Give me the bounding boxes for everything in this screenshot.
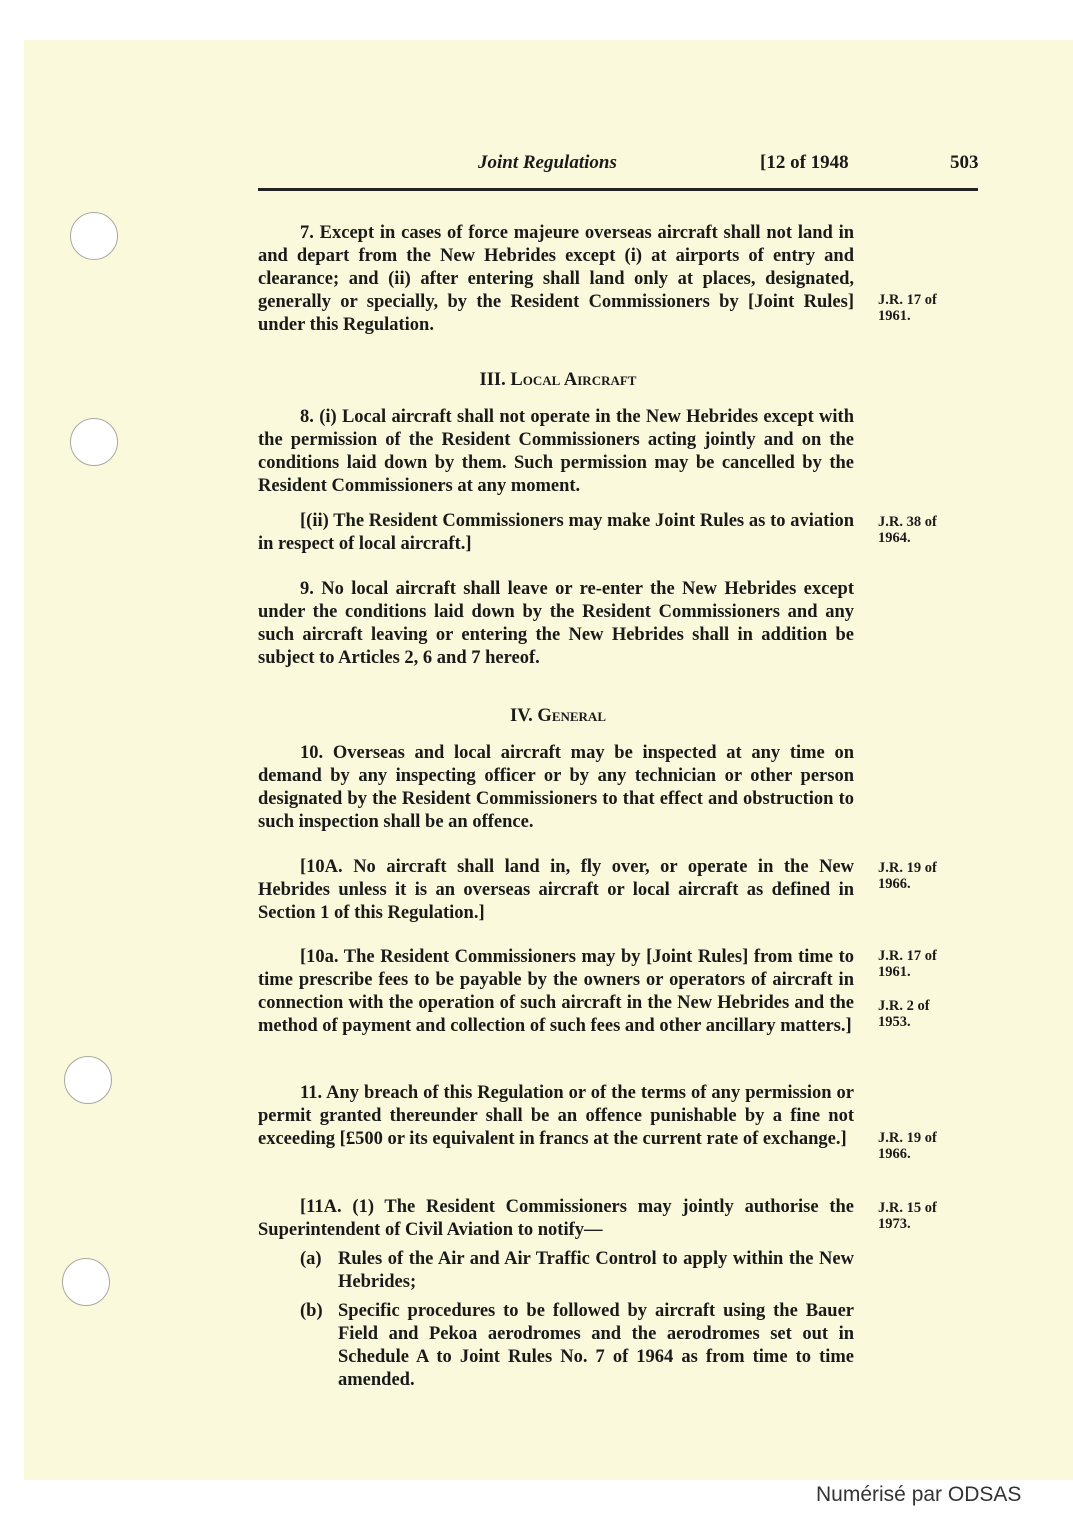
marginal-note: J.R. 15 of 1973. <box>878 1200 937 1232</box>
sub-item-label: (b) <box>300 1301 323 1321</box>
article-number: 9. <box>300 579 314 599</box>
marginal-note: J.R. 2 of 1953. <box>878 998 930 1030</box>
article-text: Any breach of this Regulation or of the terms of any permission or permit granted thereunder shall be an offence punishable by a fine not exceeding [£500 or its equivalent in francs at the current rate of exchange.] <box>258 1083 854 1149</box>
article-7 <box>258 222 854 337</box>
article-10A <box>258 856 854 925</box>
header-rule <box>258 188 978 191</box>
article-number: 11. <box>300 1083 323 1103</box>
sub-item-a <box>300 1248 854 1294</box>
article-number: [10a. <box>300 947 339 967</box>
sub-item-label: (a) <box>300 1249 322 1269</box>
punch-hole <box>64 1056 112 1104</box>
sub-item-text: Specific procedures to be followed by aircraft using the Bauer Field and Pekoa aerodromes and the aerodromes set out in Schedule A to Joint Rules No. 7 of 1964 as from time to time amended. <box>338 1301 854 1390</box>
punch-hole <box>62 1258 110 1306</box>
article-text: Overseas and local aircraft may be inspected at any time on demand by any inspecting officer or by any technician or other person designated by the Resident Commissioners to that effect and obstruction to such inspection shall be an offence. <box>258 743 855 832</box>
article-10 <box>258 742 854 834</box>
article-number: [11A. <box>300 1197 342 1217</box>
section-heading-general: IV. General <box>510 706 606 726</box>
article-text: No aircraft shall land in, fly over, or operate in the New Hebrides unless it is an overseas aircraft or local aircraft as defined in Section 1 of this Regulation.] <box>258 857 854 923</box>
article-10a <box>258 946 854 1038</box>
punch-hole <box>70 418 118 466</box>
article-8-i <box>258 406 854 498</box>
act-reference: [12 of 1948 <box>760 152 849 173</box>
marginal-note: J.R. 19 of 1966. <box>878 860 937 892</box>
article-text: (i) Local aircraft shall not operate in the New Hebrides except with the permission of the Resident Commissioners acting jointly and on the conditions laid down by them. Such permission may be cancelled by the Resident Commissioners at any moment. <box>258 407 854 496</box>
article-text: No local aircraft shall leave or re-enter the New Hebrides except under the conditions laid down by the Resident Commissioners and any such aircraft leaving or entering the New Hebrides shall in addition be subject to Articles 2, 6 and 7 hereof. <box>258 579 855 668</box>
sub-item-text: Rules of the Air and Air Traffic Control to apply within the New Hebrides; <box>338 1249 854 1292</box>
digitization-watermark: Numérisé par ODSAS <box>816 1483 1022 1506</box>
article-number: 8. <box>300 407 314 427</box>
article-number: 10. <box>300 743 324 763</box>
article-8-ii <box>258 510 854 556</box>
article-text: (1) The Resident Commissioners may jointly authorise the Superintendent of Civil Aviation to notify— <box>258 1197 855 1240</box>
running-title: Joint Regulations <box>478 152 617 173</box>
punch-hole <box>70 212 118 260</box>
section-heading-local-aircraft: III. Local Aircraft <box>479 370 637 390</box>
article-text: Except in cases of force majeure overseas aircraft shall not land in and depart from the New Hebrides except (i) at airports of entry and clearance; and (ii) after entering shall land only at places, designated, generally or specially, by the Resident Commissioners by [Joint Rules] under this Regulation. <box>258 223 854 335</box>
marginal-note: J.R. 17 of 1961. <box>878 948 937 980</box>
sub-item-b <box>300 1300 854 1392</box>
article-9 <box>258 578 854 670</box>
marginal-note: J.R. 17 of 1961. <box>878 292 937 324</box>
article-11 <box>258 1082 854 1151</box>
article-11A <box>258 1196 854 1242</box>
page-number: 503 <box>950 152 979 173</box>
article-text: The Resident Commissioners may by [Joint Rules] from time to time prescribe fees to be payable by the owners or operators of aircraft in connection with the operation of such aircraft in the New Hebrides and the method of payment and collection of such fees and other ancillary matters.] <box>258 947 855 1036</box>
article-number: 7. <box>300 223 314 243</box>
marginal-note: J.R. 19 of 1966. <box>878 1130 937 1162</box>
marginal-note: J.R. 38 of 1964. <box>878 514 937 546</box>
article-text: [(ii) The Resident Commissioners may make Joint Rules as to aviation in respect of local aircraft.] <box>258 511 854 554</box>
article-number: [10A. <box>300 857 343 877</box>
